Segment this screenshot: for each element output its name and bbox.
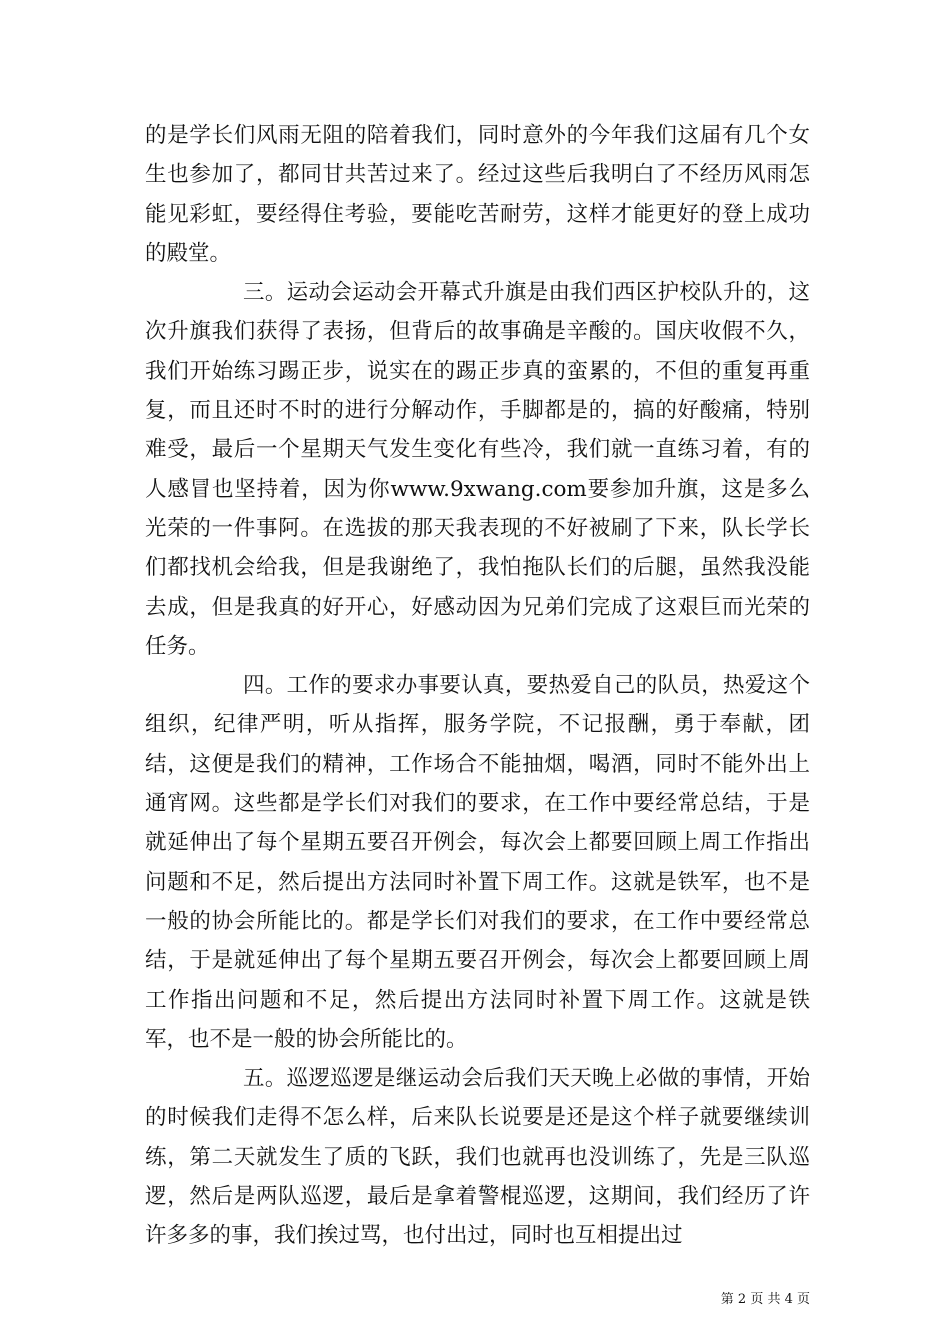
paragraph-section-four: 四。工作的要求办事要认真，要热爱自己的队员，热爱这个组织，纪律严明，听从指挥，服务学院，不记报酬，勇于奉献，团结，这便是我们的精神，工作场合不能抽烟，喝酒，同时不能外出上通宵网。这些都是学长们对我们的要求，在工作中要经常总结，于是就延伸出了每个星期五要召开例会，每次会上都要回顾上周工作指出问题和不足，然后提出方法同时补置下周工作。这就是铁军，也不是一般的协会所能比的。都是学长们对我们的要求，在工作中要经常总结，于是就延伸出了每个星期五要召开例会，每次会上都要回顾上周工作指出问题和不足，然后提出方法同时补置下周工作。这就是铁军，也不是一般的协会所能比的。 — [145, 673, 810, 1052]
page-number-footer: 第 2 页 共 4 页 — [720, 1292, 810, 1307]
document-body — [145, 116, 810, 1256]
paragraph-section-three: 三。运动会运动会开幕式升旗是由我们西区护校队升的，这次升旗我们获得了表扬，但背后的故事确是辛酸的。国庆收假不久，我们开始练习踢正步，说实在的踢正步真的蛮累的，不但的重复再重复，而且还时不时的进行分解动作，手脚都是的，搞的好酸痛，特别难受，最后一个星期天气发生变化有些冷，我们就一直练习着，有的人感冒也坚持着，因为你www.9xwang.com要参加升旗，这是多么光荣的一件事阿。在选拔的那天我表现的不好被刷了下来，队长学长们都找机会给我，但是我谢绝了，我怕拖队长们的后腿，虽然我没能去成，但是我真的好开心，好感动因为兄弟们完成了这艰巨而光荣的任务。 — [145, 280, 810, 659]
paragraph-section-five: 五。巡逻巡逻是继运动会后我们天天晚上必做的事情，开始的时候我们走得不怎么样，后来队长说要是还是这个样子就要继续训练，第二天就发生了质的飞跃，我们也就再也没训练了，先是三队巡逻，然后是两队巡逻，最后是拿着警棍巡逻，这期间，我们经历了许许多多的事，我们挨过骂，也付出过，同时也互相提出过 — [145, 1066, 810, 1249]
paragraph-continued: 的是学长们风雨无阻的陪着我们，同时意外的今年我们这届有几个女生也参加了，都同甘共苦过来了。经过这些后我明白了不经历风雨怎能见彩虹，要经得住考验，要能吃苦耐劳，这样才能更好的登上成功的殿堂。 — [145, 123, 810, 266]
